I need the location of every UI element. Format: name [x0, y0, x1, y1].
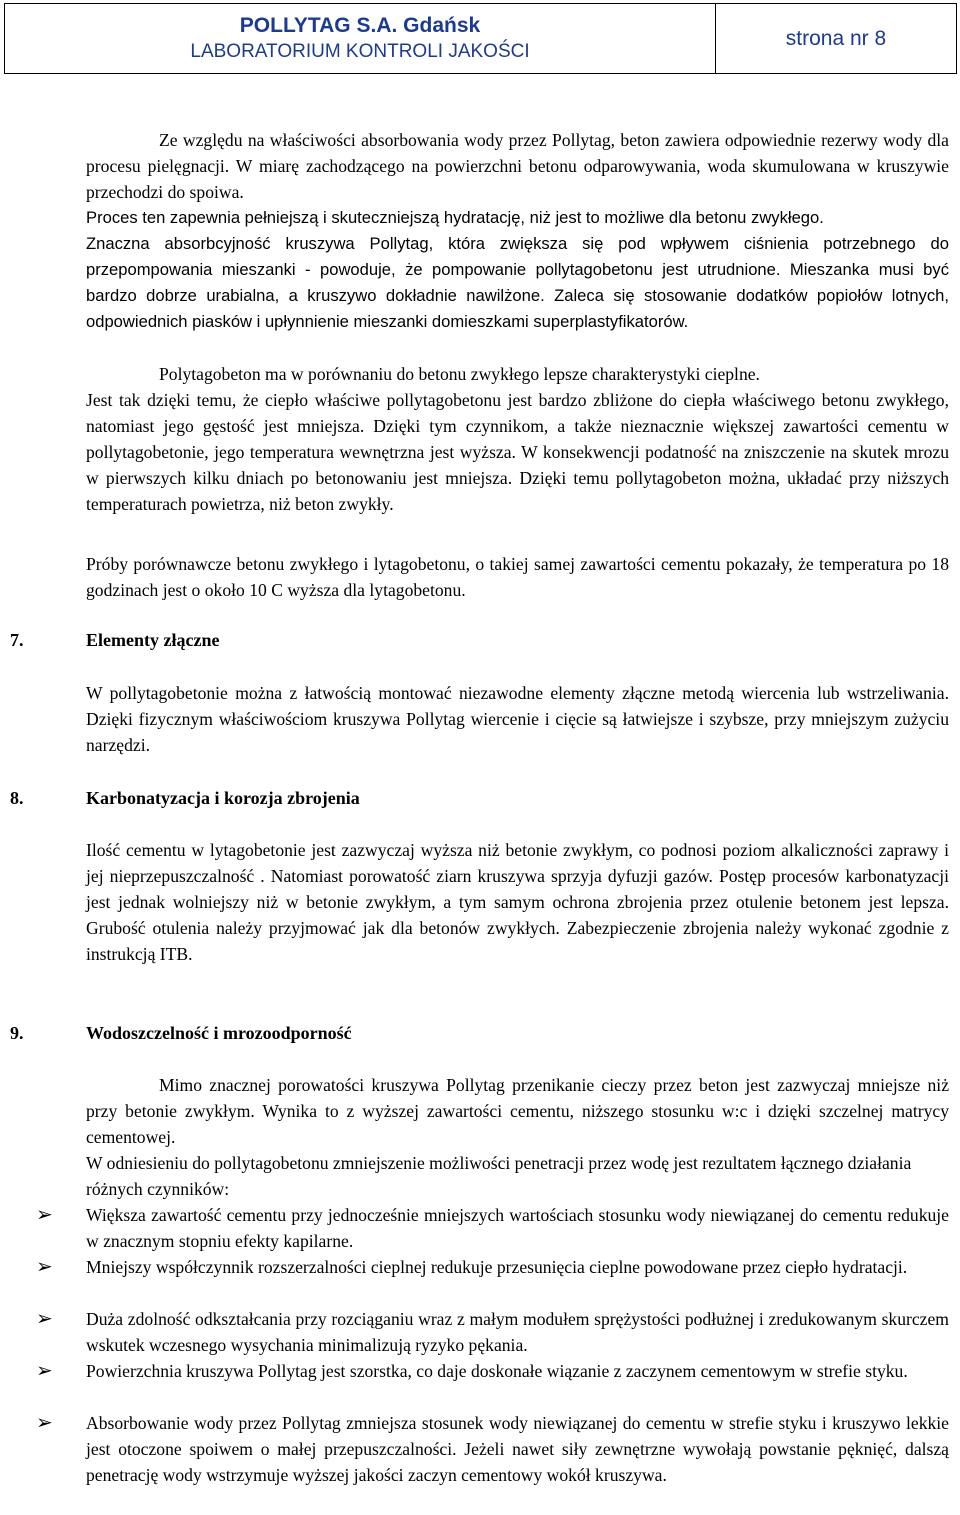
company-name: POLLYTAG S.A. Gdańsk [239, 13, 481, 37]
section-number: 8. [10, 788, 24, 808]
list-item [36, 1410, 949, 1488]
section-9-paragraph-2: W odniesieniu do pollytagobetonu zmniejszenie możliwości penetracji przez wodę jest rezultatem łącznego działania różnych czynników: [86, 1153, 912, 1199]
list-item-text: Mniejszy współczynnik rozszerzalności cieplnej redukuje przesunięcia cieplne powodowane przez ciepło hydratacji. [86, 1257, 908, 1277]
section-8-paragraph: Ilość cementu w lytagobetonie jest zazwyczaj wyższa niż betonie zwykłym, co podnosi poziom alkaliczności zaprawy i jej nieprzepuszczalność . Natomiast porowatość ziarn kruszywa sprzyja dyfuzji gazów. Postęp procesów karbonatyzacji jest jednak wolniejszy niż w betonie zwykłym, a tym samym ochrona zbrojenia przez otulenie betonem jest lepsza. Grubość otulenia należy przyjmować jak dla betonów zwykłych. Zabezpieczenie zbrojenia należy wykonać zgodnie z instrukcją ITB. [86, 840, 949, 964]
list-item [36, 1254, 949, 1280]
list-item-text: Absorbowanie wody przez Pollytag zmniejsza stosunek wody niewiązanej do cementu w strefie styku i kruszywo lekkie jest otoczone spoiwem o małej przepuszczalności. Jeżeli nawet siły zewnętrzne wywołają powstanie pęknięć, dalszą penetrację wody wstrzymuje wyższej jakości zaczyn cementowy wokół kruszywa. [86, 1413, 949, 1485]
intro-paragraph-1: Ze względu na właściwości absorbowania wody przez Pollytag, beton zawiera odpowiednie rezerwy wody dla procesu pielęgnacji. W miarę zachodzącego na powierzchni betonu odparowywania, woda skumulowana w kruszywie przechodzi do spoiwa. [86, 130, 949, 202]
section-number: 9. [10, 1023, 24, 1043]
page-header [4, 3, 957, 74]
section-number: 7. [10, 630, 24, 650]
intro-paragraph-2: Znaczna absorbcyjność kruszywa Pollytag, która zwiększa się pod wpływem ciśnienia potrzebnego do przepompowania mieszanki - powoduje, że pompowanie pollytagobetonu jest utrudnione. Mieszanka musi być bardzo dobrze urabialna, a kruszywo dokładnie nawilżone. Zaleca się stosowanie dodatków popiołów lotnych, odpowiednich piasków i upłynnienie mieszanki domieszkami superplastyfikatorów. [86, 234, 949, 331]
arrow-bullet-icon: ➢ [36, 1204, 53, 1226]
arrow-bullet-icon: ➢ [36, 1360, 53, 1382]
section-title: Elementy złączne [86, 630, 220, 650]
page-number: strona nr 8 [785, 26, 887, 50]
intro-paragraph-1b: Proces ten zapewnia pełniejszą i skuteczniejszą hydratację, niż jest to możliwe dla betonu zwykłego. [86, 208, 824, 227]
header-title-block [5, 4, 716, 73]
lab-name: LABORATORIUM KONTROLI JAKOŚCI [190, 40, 530, 62]
section-title: Karbonatyzacja i korozja zbrojenia [86, 788, 360, 808]
section-7-heading [10, 627, 219, 653]
intro-paragraph-3: Polytagobeton ma w porównaniu do betonu zwykłego lepsze charakterystyki cieplne. [159, 364, 760, 384]
section-9-paragraph-1: Mimo znacznej porowatości kruszywa Pollytag przenikanie cieczy przez beton jest zazwyczaj mniejsze niż przy betonie zwykłym. Wynika to z wyższej zawartości cementu, niższego stosunku w:c i dzięki szczelnej matrycy cementowej. [86, 1075, 949, 1147]
section-7-paragraph: W pollytagobetonie można z łatwością montować niezawodne elementy złączne metodą wiercenia lub wstrzeliwania. Dzięki fizycznym właściwościom kruszywa Pollytag wiercenie i cięcie są łatwiejsze i szybsze, przy mniejszym zużyciu narzędzi. [86, 683, 949, 755]
list-item-text: Większa zawartość cementu przy jednocześnie mniejszych wartościach stosunku wody niewiązanej do cementu redukuje w znacznym stopniu efekty kapilarne. [86, 1205, 949, 1251]
section-title: Wodoszczelność i mrozoodporność [86, 1023, 352, 1043]
arrow-bullet-icon: ➢ [36, 1256, 53, 1278]
list-item-text: Powierzchnia kruszywa Pollytag jest szorstka, co daje doskonałe wiązanie z zaczynem cementowym w strefie styku. [86, 1361, 908, 1381]
arrow-bullet-icon: ➢ [36, 1412, 53, 1434]
list-item [36, 1358, 949, 1384]
intro-paragraph-4: Jest tak dzięki temu, że ciepło właściwe pollytagobetonu jest bardzo zbliżone do ciepła właściwego betonu zwykłego, natomiast jego gęstość jest mniejsza. Dzięki tym czynnikom, a także nieznacznie większej zawartości cementu w pollytagobetonie, jego temperatura wewnętrzna jest wyższa. W konsekwencji podatność na zniszczenie na skutek mrozu w pierwszych kilku dniach po betonowaniu jest mniejsza. Dzięki temu pollytagobeton można, układać przy niższych temperaturach powietrza, niż beton zwykły. [86, 390, 949, 514]
section-8-heading [10, 785, 360, 811]
list-item [36, 1306, 949, 1358]
arrow-bullet-icon: ➢ [36, 1308, 53, 1330]
list-item [36, 1202, 949, 1254]
list-item-text: Duża zdolność odkształcania przy rozciąganiu wraz z małym modułem sprężystości podłużnej i zredukowanym skurczem wskutek wczesnego wysychania minimalizują ryzyko pękania. [86, 1309, 949, 1355]
intro-paragraph-5: Próby porównawcze betonu zwykłego i lytagobetonu, o takiej samej zawartości cementu pokazały, że temperatura po 18 godzinach jest o około 10 C wyższa dla lytagobetonu. [86, 554, 949, 600]
section-9-heading [10, 1020, 352, 1046]
